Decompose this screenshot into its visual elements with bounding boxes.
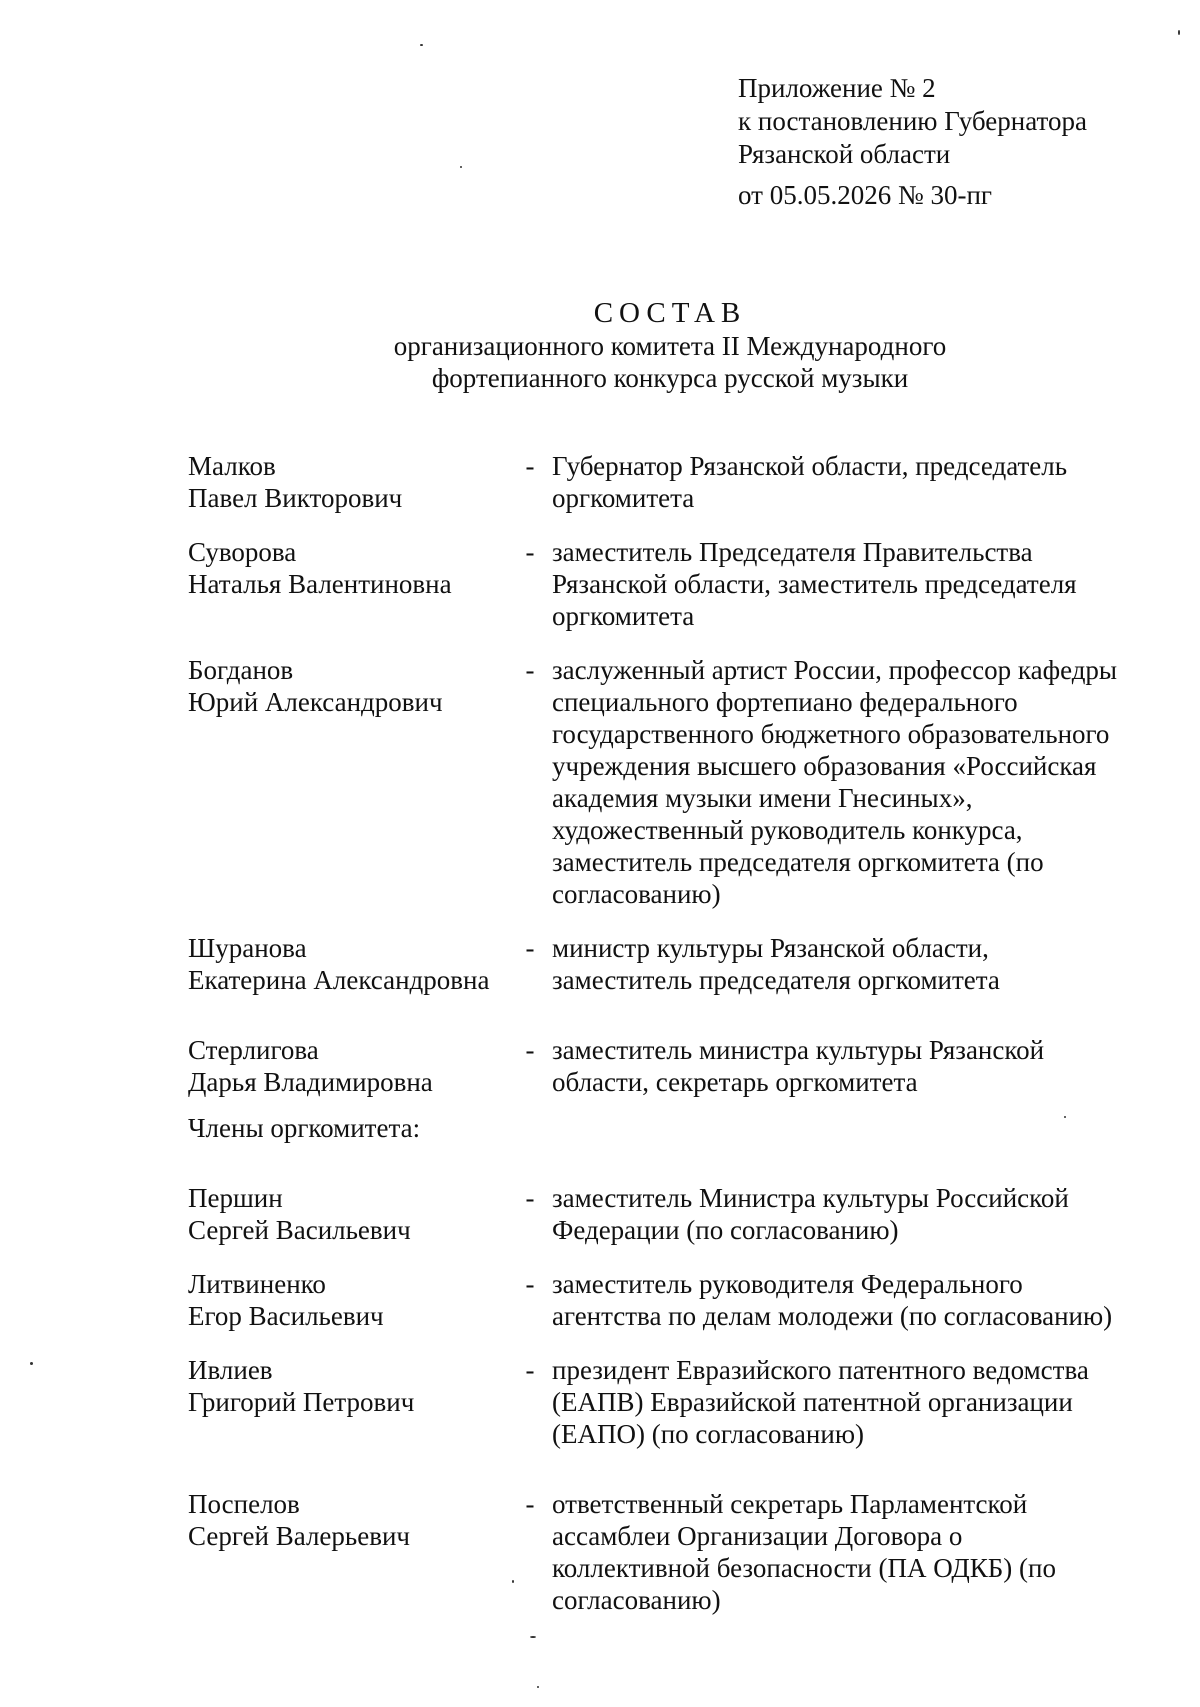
member-surname: Суворова bbox=[188, 537, 297, 567]
member-surname: Стерлигова bbox=[188, 1035, 319, 1065]
member-role-line: специального фортепиано федерального bbox=[552, 687, 1018, 717]
entry-dash: - bbox=[525, 537, 535, 567]
member-role bbox=[552, 1182, 1148, 1246]
member-name bbox=[188, 1354, 518, 1450]
member-role-line: (ЕАПВ) Евразийской патентной организации bbox=[552, 1387, 1073, 1417]
member-role-line: (ЕАПО) (по согласованию) bbox=[552, 1419, 864, 1449]
member-role-line: учреждения высшего образования «Российская bbox=[552, 751, 1097, 781]
member-given-names: Дарья Владимировна bbox=[188, 1067, 433, 1097]
member-role bbox=[552, 450, 1148, 514]
roster-entry bbox=[188, 1182, 1148, 1246]
member-role-line: коллективной безопасности (ПА ОДКБ) (по bbox=[552, 1553, 1056, 1583]
member-name bbox=[188, 1034, 518, 1098]
member-name bbox=[188, 536, 518, 632]
scan-speck bbox=[530, 1636, 536, 1638]
attachment-region: Рязанской области bbox=[738, 139, 951, 169]
member-role-line: заместитель руководителя Федерального bbox=[552, 1269, 1023, 1299]
member-surname: Поспелов bbox=[188, 1489, 300, 1519]
member-role-line: области, секретарь оргкомитета bbox=[552, 1067, 918, 1097]
member-name bbox=[188, 932, 518, 996]
member-role-line: художественный руководитель конкурса, bbox=[552, 815, 1023, 845]
member-given-names: Сергей Валерьевич bbox=[188, 1521, 410, 1551]
roster-entry bbox=[188, 536, 1148, 632]
member-given-names: Павел Викторович bbox=[188, 483, 403, 513]
member-role-line: заместитель министра культуры Рязанской bbox=[552, 1035, 1045, 1065]
document-title: СОСТАВ bbox=[593, 297, 747, 329]
member-role-line: оргкомитета bbox=[552, 483, 695, 513]
member-role bbox=[552, 536, 1148, 632]
member-role-line: ассамблеи Организации Договора о bbox=[552, 1521, 963, 1551]
member-role-line: согласованию) bbox=[552, 879, 721, 909]
document-header bbox=[0, 296, 1200, 394]
member-surname: Литвиненко bbox=[188, 1269, 326, 1299]
member-given-names: Сергей Васильевич bbox=[188, 1215, 411, 1245]
scan-speck bbox=[460, 166, 462, 168]
member-role-line: заместитель Председателя Правительства bbox=[552, 537, 1033, 567]
roster-entry bbox=[188, 1034, 1148, 1098]
member-given-names: Екатерина Александровна bbox=[188, 965, 490, 995]
scan-speck bbox=[537, 1686, 539, 1688]
member-role-line: Рязанской области, заместитель председателя bbox=[552, 569, 1077, 599]
attachment-number: Приложение № 2 bbox=[738, 73, 936, 103]
scan-speck bbox=[1064, 1116, 1066, 1118]
member-role bbox=[552, 1268, 1148, 1332]
entry-dash: - bbox=[525, 933, 535, 963]
member-name bbox=[188, 1182, 518, 1246]
attachment-note bbox=[738, 72, 1087, 212]
roster-entry bbox=[188, 1488, 1148, 1616]
roster-entry bbox=[188, 1354, 1148, 1450]
member-role-line: согласованию) bbox=[552, 1585, 721, 1615]
scan-speck bbox=[1178, 30, 1180, 35]
scan-speck bbox=[512, 1580, 514, 1583]
entry-dash: - bbox=[525, 1183, 535, 1213]
member-surname: Малков bbox=[188, 451, 276, 481]
scan-speck bbox=[30, 1362, 33, 1365]
member-name bbox=[188, 1488, 518, 1616]
member-role-line: министр культуры Рязанской области, bbox=[552, 933, 989, 963]
member-role-line: Федерации (по согласованию) bbox=[552, 1215, 899, 1245]
entry-dash: - bbox=[525, 1035, 535, 1065]
member-role-line: президент Евразийского патентного ведомства bbox=[552, 1355, 1089, 1385]
roster-entry bbox=[188, 932, 1148, 996]
scan-speck bbox=[420, 44, 423, 46]
attachment-date: от 05.05.2026 № 30-пг bbox=[738, 180, 992, 210]
entry-dash: - bbox=[525, 1355, 535, 1385]
member-name bbox=[188, 450, 518, 514]
member-given-names: Егор Васильевич bbox=[188, 1301, 384, 1331]
member-role-line: заместитель Министра культуры Российской bbox=[552, 1183, 1069, 1213]
member-role-line: заместитель председателя оргкомитета (по bbox=[552, 847, 1044, 877]
member-surname: Першин bbox=[188, 1183, 283, 1213]
member-role bbox=[552, 932, 1148, 996]
member-role bbox=[552, 1034, 1148, 1098]
document-subtitle-line2: фортепианного конкурса русской музыки bbox=[431, 363, 909, 393]
entry-dash: - bbox=[525, 451, 535, 481]
member-name bbox=[188, 654, 518, 910]
member-role-line: ответственный секретарь Парламентской bbox=[552, 1489, 1028, 1519]
member-role-line: заслуженный артист России, профессор кафедры bbox=[552, 655, 1118, 685]
member-surname: Шуранова bbox=[188, 933, 307, 963]
member-surname: Ивлиев bbox=[188, 1355, 273, 1385]
roster-entry bbox=[188, 450, 1148, 514]
member-given-names: Григорий Петрович bbox=[188, 1387, 415, 1417]
entry-dash: - bbox=[525, 655, 535, 685]
member-role-line: Губернатор Рязанской области, председатель bbox=[552, 451, 1068, 481]
member-role bbox=[552, 1488, 1148, 1616]
entry-dash: - bbox=[525, 1489, 535, 1519]
roster-entry bbox=[188, 1268, 1148, 1332]
member-role-line: государственного бюджетного образовательного bbox=[552, 719, 1110, 749]
committee-roster bbox=[188, 428, 1148, 1616]
member-role bbox=[552, 1354, 1148, 1450]
roster-entry bbox=[188, 654, 1148, 910]
member-role bbox=[552, 654, 1148, 910]
member-role-line: академия музыки имени Гнесиных», bbox=[552, 783, 973, 813]
entry-dash: - bbox=[525, 1269, 535, 1299]
document-subtitle-line1: организационного комитета II Международного bbox=[393, 331, 947, 361]
member-given-names: Наталья Валентиновна bbox=[188, 569, 452, 599]
member-role-line: агентства по делам молодежи (по согласованию) bbox=[552, 1301, 1113, 1331]
members-heading: Члены оргкомитета: bbox=[188, 1113, 421, 1143]
member-given-names: Юрий Александрович bbox=[188, 687, 443, 717]
member-role-line: оргкомитета bbox=[552, 601, 695, 631]
member-surname: Богданов bbox=[188, 655, 294, 685]
member-role-line: заместитель председателя оргкомитета bbox=[552, 965, 1000, 995]
member-name bbox=[188, 1268, 518, 1332]
attachment-reference: к постановлению Губернатора bbox=[738, 106, 1087, 136]
